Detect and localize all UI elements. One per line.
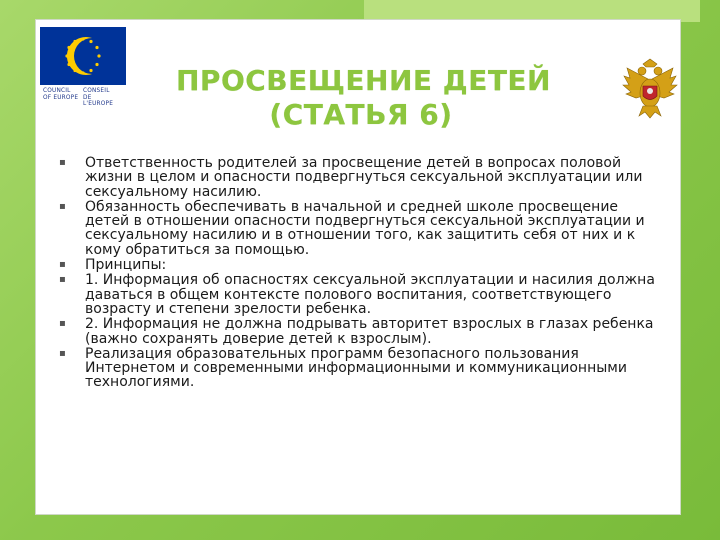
list-item	[59, 273, 661, 316]
list-item	[59, 258, 661, 272]
list-item-text: 1. Информация об опасностях сексуальной эксплуатации и насилия должна даваться в общем контексте полового воспитания, соответствующего возрасту и степени зрелости ребенка.	[85, 272, 655, 317]
logo-text-en-2: OF EUROPE	[43, 94, 79, 101]
logo-text-fr-2: DE L'EUROPE	[83, 94, 114, 107]
bullet-list	[59, 156, 661, 391]
bullet-icon: ▪	[59, 259, 66, 271]
bullet-icon: ▪	[59, 318, 66, 330]
list-item-text: Ответственность родителей за просвещение детей в вопросах половой жизни в целом и опасности подвергнуться сексуальной эксплуатации или сексуальному насилию.	[85, 155, 643, 200]
logo-text-en-1: COUNCIL	[43, 88, 71, 94]
slide-title-line-2: (СТАТЬЯ 6)	[269, 98, 453, 131]
slide-title-line-1: ПРОСВЕЩЕНИЕ ДЕТЕЙ	[176, 64, 551, 97]
bullet-icon: ▪	[59, 157, 66, 168]
council-of-europe-wordmark	[39, 85, 127, 108]
slide-title	[176, 64, 551, 132]
list-item-text: 2. Информация не должна подрывать авторитет взрослых в глазах ребенка (важно сохранять доверие детей к взрослым).	[85, 316, 654, 347]
russian-coat-of-arms-icon	[621, 58, 679, 120]
slide-card	[35, 19, 681, 515]
logo-text-fr-1: CONSEIL	[83, 88, 110, 94]
bullet-icon: ▪	[59, 200, 66, 212]
council-of-europe-flag-icon	[40, 27, 126, 85]
bullet-icon: ▪	[59, 274, 66, 286]
list-item-text: Обязанность обеспечивать в начальной и средней школе просвещение детей в отношении опасности подвергнуться сексуальной эксплуатации и сексуальному насилию и в отношении того, как защитить себя от них и к кому обратиться за помощью.	[85, 198, 645, 258]
list-item	[59, 200, 661, 257]
list-item-text: Реализация образовательных программ безопасного пользования Интернетом и современными информационными и коммуникационными технологиями.	[85, 345, 627, 391]
list-item-text: Принципы:	[85, 257, 167, 274]
list-item	[59, 156, 661, 199]
list-item	[59, 347, 661, 390]
council-of-europe-logo	[39, 27, 127, 113]
bullet-icon: ▪	[59, 347, 66, 359]
list-item	[59, 317, 661, 346]
